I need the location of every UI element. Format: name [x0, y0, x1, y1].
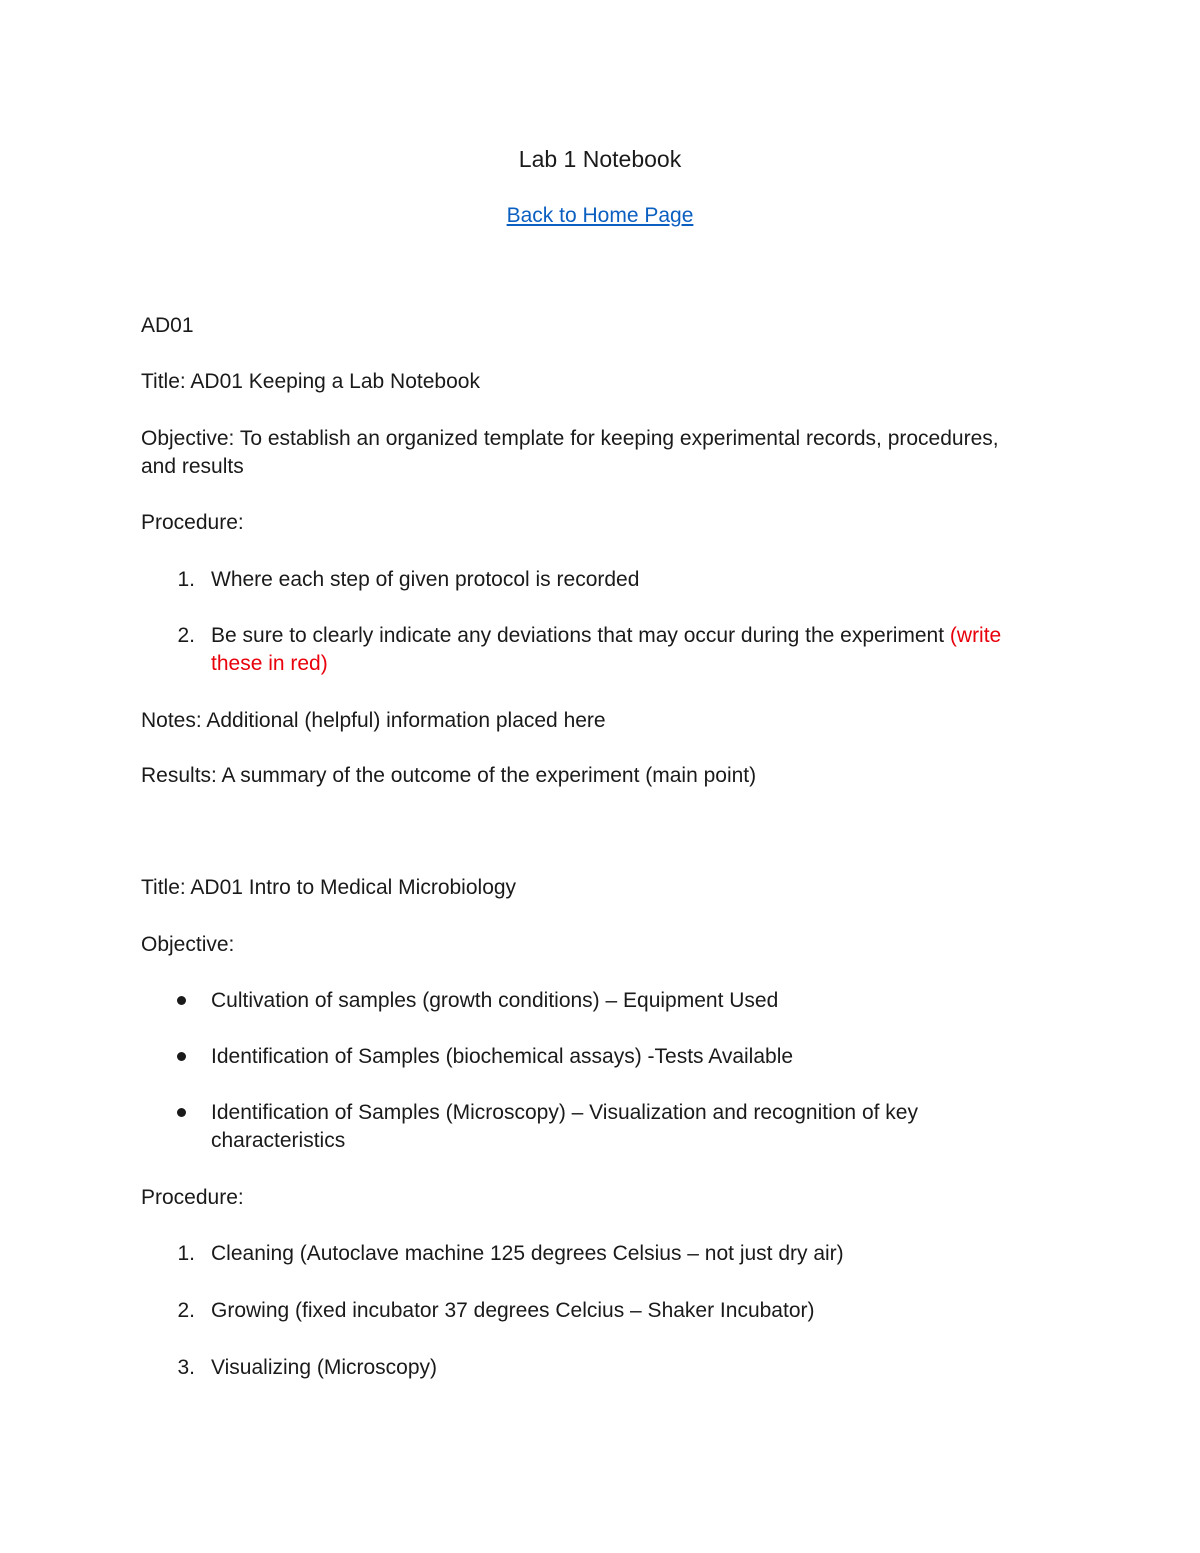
step-number: 1.: [177, 568, 195, 591]
entry-title: Title: AD01 Intro to Medical Microbiology: [141, 876, 517, 899]
notes-text: Notes: Additional (helpful) information placed here: [141, 709, 606, 732]
step-number: 2.: [177, 624, 195, 647]
objective-item: Identification of Samples (biochemical assays) -Tests Available: [211, 1045, 794, 1068]
objective-item: Identification of Samples (Microscopy) – Visualization and recognition of key: [211, 1101, 918, 1124]
deviation-note-red-line-2: these in red): [211, 652, 328, 675]
step-text: Visualizing (Microscopy): [211, 1356, 438, 1379]
bullet-icon: [177, 1052, 186, 1061]
objective-item: Cultivation of samples (growth conditions) – Equipment Used: [211, 989, 779, 1012]
home-link-wrap: [0, 202, 1200, 230]
entry-title: Title: AD01 Keeping a Lab Notebook: [141, 370, 480, 393]
objective-item-continued: characteristics: [211, 1129, 346, 1152]
step-number: 2.: [177, 1299, 195, 1322]
section-heading: AD01: [141, 314, 194, 337]
step-text: Be sure to clearly indicate any deviations that may occur during the experiment: [211, 624, 945, 647]
page-title: Lab 1 Notebook: [518, 146, 682, 172]
step-text: Cleaning (Autoclave machine 125 degrees Celsius – not just dry air): [211, 1242, 844, 1265]
results-text: Results: A summary of the outcome of the experiment (main point): [141, 764, 757, 787]
deviation-note-red: (write: [949, 624, 1002, 647]
objective-label: Objective:: [141, 933, 235, 956]
step-number: 3.: [177, 1356, 195, 1379]
step-number: 1.: [177, 1242, 195, 1265]
step-text: Where each step of given protocol is recorded: [211, 568, 640, 591]
bullet-icon: [177, 996, 186, 1005]
procedure-label: Procedure:: [141, 1186, 244, 1209]
step-text: Growing (fixed incubator 37 degrees Celcius – Shaker Incubator): [211, 1299, 815, 1322]
bullet-icon: [177, 1108, 186, 1117]
procedure-label: Procedure:: [141, 511, 244, 534]
objective-text-line-2: and results: [141, 455, 244, 478]
step-text-line-1: [211, 622, 1001, 650]
objective-text-line-1: Objective: To establish an organized template for keeping experimental records, procedures,: [141, 427, 999, 450]
back-to-home-link[interactable]: Back to Home Page: [506, 204, 694, 227]
